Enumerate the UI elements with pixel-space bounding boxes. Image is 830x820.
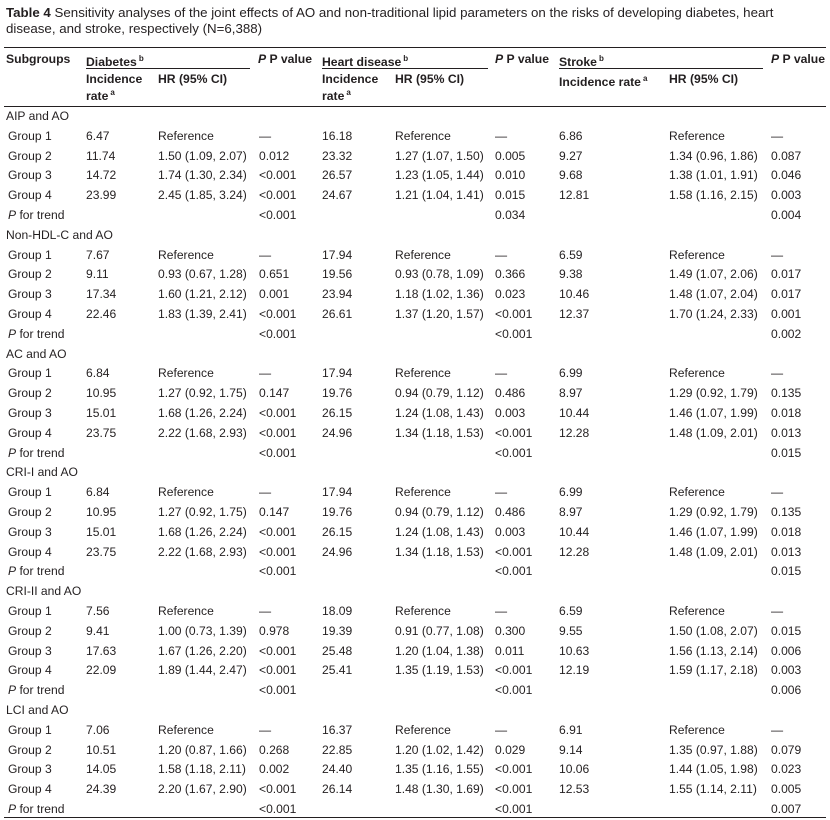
stroke-incidence-cell: 12.37 [559, 307, 590, 321]
diabetes-pvalue-cell: <0.001 [259, 683, 297, 698]
subgroup-cell: Group 1 [8, 128, 52, 143]
stroke-hr-cell: Reference [669, 722, 725, 737]
diabetes-hr-cell: Reference [158, 604, 214, 618]
diabetes-pvalue-cell: <0.001 [259, 782, 297, 797]
heart-incidence-cell: 17.94 [322, 247, 353, 262]
subgroup-cell: P for trend [8, 564, 65, 579]
stroke-pvalue-cell: 0.135 [771, 505, 802, 519]
stroke-incidence-cell: 6.99 [559, 366, 583, 381]
diabetes-hr-cell: Reference [158, 128, 214, 143]
stroke-hr-cell: 1.50 (1.08, 2.07) [669, 623, 758, 638]
heart-pvalue-cell: — [495, 722, 508, 737]
stroke-hr-cell: 1.58 (1.16, 2.15) [669, 188, 758, 203]
diabetes-pvalue-cell: — [259, 366, 272, 381]
stroke-incidence-cell: 6.99 [559, 485, 583, 500]
heart-pvalue-cell: <0.001 [495, 564, 533, 579]
heart-hr-cell: Reference [395, 604, 451, 618]
subgroup-cell: P for trend [8, 445, 65, 460]
stroke-pvalue-cell: 0.015 [771, 445, 802, 460]
bottom-rule [4, 817, 826, 818]
heart-hr-cell: 1.18 (1.02, 1.36) [395, 287, 484, 302]
diabetes-hr-cell: 1.83 (1.39, 2.41) [158, 307, 247, 321]
diabetes-pvalue-cell: — [259, 722, 272, 737]
heart-pvalue-cell: — [495, 604, 508, 618]
heart-hr-cell: Reference [395, 128, 451, 143]
stroke-incidence-cell: 12.28 [559, 425, 590, 440]
diabetes-pvalue-cell: <0.001 [259, 168, 297, 183]
diabetes-pvalue-cell: 0.268 [259, 742, 290, 757]
diabetes-incidence-cell: 7.06 [86, 722, 110, 737]
stroke-hr-cell: 1.48 (1.09, 2.01) [669, 544, 758, 559]
stroke-incidence-cell: 10.06 [559, 762, 590, 777]
subgroup-cell: Group 4 [8, 544, 52, 559]
header-diabetes-pvalue: P P value [258, 52, 312, 66]
heart-pvalue-cell: <0.001 [495, 802, 533, 816]
section-title: CRI-II and AO [6, 584, 82, 599]
heart-pvalue-cell: — [495, 366, 508, 381]
header-heart-incidence: Incidence rate $^a$ [322, 72, 379, 103]
heart-hr-cell: 1.27 (1.07, 1.50) [395, 148, 484, 163]
heart-incidence-cell: 24.96 [322, 425, 353, 440]
stroke-incidence-cell: 10.46 [559, 287, 590, 302]
stroke-hr-cell: 1.48 (1.09, 2.01) [669, 425, 758, 440]
header-diabetes-incidence: Incidence rate $^a$ [86, 72, 143, 103]
stroke-hr-cell: 1.55 (1.14, 2.11) [669, 782, 757, 797]
diabetes-incidence-cell: 14.05 [86, 762, 117, 777]
subgroup-cell: Group 2 [8, 148, 52, 163]
diabetes-pvalue-cell: 0.978 [259, 623, 290, 638]
stroke-pvalue-cell: 0.087 [771, 148, 802, 163]
subgroup-cell: Group 4 [8, 425, 52, 440]
heart-hr-cell: 1.48 (1.30, 1.69) [395, 782, 484, 797]
stroke-hr-cell: Reference [669, 604, 725, 618]
heart-hr-cell: Reference [395, 366, 451, 381]
diabetes-pvalue-cell: <0.001 [259, 208, 297, 222]
stroke-hr-cell: 1.49 (1.07, 2.06) [669, 267, 758, 282]
subgroup-cell: Group 3 [8, 643, 52, 658]
diabetes-hr-cell: Reference [158, 485, 214, 500]
stroke-hr-cell: 1.44 (1.05, 1.98) [669, 762, 758, 777]
subgroup-cell: P for trend [8, 208, 65, 222]
heart-incidence-cell: 17.94 [322, 485, 353, 500]
subgroup-cell: P for trend [8, 683, 65, 698]
stroke-incidence-cell: 9.38 [559, 267, 583, 282]
diabetes-incidence-cell: 17.63 [86, 643, 117, 658]
subgroup-cell: Group 4 [8, 663, 52, 678]
heart-incidence-cell: 16.37 [322, 722, 353, 737]
heart-span-rule [322, 68, 488, 69]
section-title: LCI and AO [6, 703, 69, 717]
diabetes-incidence-cell: 15.01 [86, 524, 117, 539]
stroke-pvalue-cell: 0.046 [771, 168, 802, 183]
heart-pvalue-cell: <0.001 [495, 782, 533, 797]
diabetes-pvalue-cell: 0.012 [259, 148, 290, 163]
stroke-hr-cell: Reference [669, 128, 725, 143]
subgroup-cell: P for trend [8, 802, 65, 816]
subgroup-cell: Group 1 [8, 485, 52, 500]
header-stroke-incidence: Incidence rate $^a$ [559, 74, 648, 89]
subgroup-cell: Group 4 [8, 307, 52, 321]
stroke-hr-cell: 1.38 (1.01, 1.91) [669, 168, 758, 183]
stroke-pvalue-cell: — [771, 604, 784, 618]
diabetes-hr-cell: 1.27 (0.92, 1.75) [158, 386, 247, 401]
diabetes-pvalue-cell: 0.147 [259, 386, 290, 401]
heart-pvalue-cell: 0.366 [495, 267, 526, 282]
heart-incidence-cell: 25.41 [322, 663, 353, 678]
subgroup-cell: P for trend [8, 326, 65, 341]
stroke-pvalue-cell: — [771, 366, 784, 381]
diabetes-incidence-cell: 6.47 [86, 128, 110, 143]
diabetes-pvalue-cell: <0.001 [259, 188, 297, 203]
heart-pvalue-cell: 0.015 [495, 188, 526, 203]
heart-incidence-cell: 19.56 [322, 267, 353, 282]
subgroup-cell: Group 3 [8, 762, 52, 777]
stroke-hr-cell: 1.29 (0.92, 1.79) [669, 505, 758, 519]
subgroup-cell: Group 4 [8, 782, 52, 797]
diabetes-pvalue-cell: 0.001 [259, 287, 290, 302]
subgroup-cell: Group 1 [8, 247, 52, 262]
diabetes-hr-cell: Reference [158, 247, 214, 262]
heart-incidence-cell: 22.85 [322, 742, 353, 757]
stroke-incidence-cell: 8.97 [559, 386, 583, 401]
header-diabetes-hr: HR (95% CI) [158, 72, 228, 86]
heart-pvalue-cell: 0.034 [495, 208, 526, 222]
stroke-pvalue-cell: 0.017 [771, 267, 802, 282]
stroke-pvalue-cell: — [771, 128, 784, 143]
heart-pvalue-cell: <0.001 [495, 663, 533, 678]
diabetes-pvalue-cell: 0.002 [259, 762, 290, 777]
stroke-hr-cell: Reference [669, 366, 725, 381]
stroke-pvalue-cell: 0.001 [771, 307, 802, 321]
heart-incidence-cell: 26.15 [322, 524, 353, 539]
diabetes-incidence-cell: 7.67 [86, 247, 110, 262]
subgroup-cell: Group 3 [8, 168, 52, 183]
diabetes-pvalue-cell: — [259, 604, 272, 618]
stroke-pvalue-cell: 0.013 [771, 425, 802, 440]
stroke-incidence-cell: 9.55 [559, 623, 583, 638]
section-title: AC and AO [6, 346, 67, 361]
heart-incidence-cell: 24.40 [322, 762, 353, 777]
diabetes-incidence-cell: 22.09 [86, 663, 117, 678]
stroke-pvalue-cell: 0.018 [771, 406, 802, 420]
header-heart-pvalue: P P value [495, 52, 549, 66]
stroke-hr-cell: Reference [669, 247, 725, 262]
diabetes-pvalue-cell: — [259, 247, 272, 262]
heart-hr-cell: Reference [395, 722, 451, 737]
stroke-hr-cell: 1.48 (1.07, 2.04) [669, 287, 758, 302]
diabetes-pvalue-cell: <0.001 [259, 802, 297, 816]
diabetes-incidence-cell: 10.51 [86, 742, 117, 757]
heart-pvalue-cell: <0.001 [495, 425, 533, 440]
stroke-pvalue-cell: 0.015 [771, 564, 802, 579]
diabetes-incidence-cell: 9.41 [86, 623, 110, 638]
stroke-hr-cell: 1.29 (0.92, 1.79) [669, 386, 758, 401]
top-rule [4, 47, 826, 48]
stroke-pvalue-cell: 0.135 [771, 386, 802, 401]
diabetes-incidence-cell: 15.01 [86, 406, 117, 420]
diabetes-pvalue-cell: <0.001 [259, 663, 297, 678]
heart-pvalue-cell: 0.023 [495, 287, 526, 302]
diabetes-hr-cell: 1.68 (1.26, 2.24) [158, 524, 247, 539]
heart-pvalue-cell: — [495, 247, 508, 262]
heart-pvalue-cell: <0.001 [495, 326, 533, 341]
heart-incidence-cell: 25.48 [322, 643, 353, 658]
diabetes-pvalue-cell: <0.001 [259, 406, 297, 420]
stroke-incidence-cell: 10.44 [559, 524, 590, 539]
diabetes-hr-cell: 2.22 (1.68, 2.93) [158, 425, 247, 440]
subgroup-cell: Group 1 [8, 722, 52, 737]
diabetes-pvalue-cell: <0.001 [259, 643, 297, 658]
diabetes-hr-cell: 1.27 (0.92, 1.75) [158, 505, 247, 519]
stroke-hr-cell: 1.34 (0.96, 1.86) [669, 148, 758, 163]
diabetes-hr-cell: 1.60 (1.21, 2.12) [158, 287, 247, 302]
heart-incidence-cell: 19.76 [322, 505, 353, 519]
heart-incidence-cell: 24.67 [322, 188, 353, 203]
heart-pvalue-cell: <0.001 [495, 307, 533, 321]
heart-hr-cell: 0.93 (0.78, 1.09) [395, 267, 484, 282]
diabetes-incidence-cell: 22.46 [86, 307, 117, 321]
heart-incidence-cell: 26.57 [322, 168, 353, 183]
header-heart-hr: HR (95% CI) [395, 72, 465, 86]
subgroup-cell: Group 2 [8, 623, 52, 638]
header-subgroups: Subgroups [6, 52, 71, 66]
heart-incidence-cell: 23.94 [322, 287, 353, 302]
heart-hr-cell: 1.23 (1.05, 1.44) [395, 168, 484, 183]
diabetes-hr-cell: 1.20 (0.87, 1.66) [158, 742, 247, 757]
stroke-incidence-cell: 12.53 [559, 782, 590, 797]
stroke-pvalue-cell: 0.007 [771, 802, 802, 816]
heart-hr-cell: 1.35 (1.19, 1.53) [395, 663, 484, 678]
heart-pvalue-cell: — [495, 128, 508, 143]
stroke-pvalue-cell: — [771, 247, 784, 262]
stroke-incidence-cell: 9.14 [559, 742, 583, 757]
diabetes-pvalue-cell: <0.001 [259, 524, 297, 539]
heart-pvalue-cell: 0.029 [495, 742, 526, 757]
diabetes-pvalue-cell: <0.001 [259, 425, 297, 440]
stroke-pvalue-cell: 0.004 [771, 208, 802, 222]
heart-hr-cell: 1.35 (1.16, 1.55) [395, 762, 484, 777]
diabetes-pvalue-cell: <0.001 [259, 326, 297, 341]
heart-incidence-cell: 16.18 [322, 128, 353, 143]
heart-hr-cell: 1.20 (1.04, 1.38) [395, 643, 484, 658]
heart-pvalue-cell: 0.486 [495, 505, 526, 519]
header-diabetes: Diabetes $^b$ [86, 54, 144, 69]
subgroup-cell: Group 3 [8, 287, 52, 302]
diabetes-incidence-cell: 6.84 [86, 366, 110, 381]
section-title: Non-HDL-C and AO [6, 227, 113, 242]
diabetes-incidence-cell: 7.56 [86, 604, 110, 618]
diabetes-incidence-cell: 6.84 [86, 485, 110, 500]
heart-incidence-cell: 19.76 [322, 386, 353, 401]
heart-incidence-cell: 26.61 [322, 307, 353, 321]
heart-pvalue-cell: 0.003 [495, 406, 526, 420]
heart-incidence-cell: 26.15 [322, 406, 353, 420]
header-stroke-hr: HR (95% CI) [669, 72, 739, 86]
heart-incidence-cell: 17.94 [322, 366, 353, 381]
table-title: Sensitivity analyses of the joint effects of AO and non-traditional lipid parameters on the risks of developing diabetes, heart disease, and stroke, respectively (N=6,388) [6, 5, 774, 36]
stroke-hr-cell: 1.46 (1.07, 1.99) [669, 406, 758, 420]
heart-incidence-cell: 26.14 [322, 782, 353, 797]
stroke-span-rule [559, 68, 763, 69]
section-title: CRI-I and AO [6, 465, 78, 480]
section-title: AIP and AO [6, 109, 69, 123]
diabetes-hr-cell: 0.93 (0.67, 1.28) [158, 267, 247, 282]
pvalue-label: P value [269, 52, 312, 66]
heart-pvalue-cell: — [495, 485, 508, 500]
diabetes-pvalue-cell: 0.651 [259, 267, 290, 282]
diabetes-hr-cell: 1.74 (1.30, 2.34) [158, 168, 247, 183]
stroke-pvalue-cell: 0.003 [771, 663, 802, 678]
subgroup-cell: Group 3 [8, 406, 52, 420]
diabetes-hr-cell: 1.00 (0.73, 1.39) [158, 623, 247, 638]
diabetes-incidence-cell: 10.95 [86, 505, 117, 519]
heart-incidence-cell: 18.09 [322, 604, 353, 618]
stroke-incidence-cell: 6.91 [559, 722, 583, 737]
stroke-incidence-cell: 10.44 [559, 406, 590, 420]
diabetes-pvalue-cell: 0.147 [259, 505, 290, 519]
diabetes-hr-cell: 1.58 (1.18, 2.11) [158, 762, 246, 777]
stroke-pvalue-cell: 0.003 [771, 188, 802, 203]
heart-pvalue-cell: 0.005 [495, 148, 526, 163]
stroke-incidence-cell: 6.59 [559, 247, 583, 262]
stroke-pvalue-cell: 0.015 [771, 623, 802, 638]
stroke-hr-cell: 1.56 (1.13, 2.14) [669, 643, 758, 658]
header-rule [4, 106, 826, 107]
subgroup-cell: Group 4 [8, 188, 52, 203]
diabetes-hr-cell: 1.89 (1.44, 2.47) [158, 663, 247, 678]
pvalue-label: P value [782, 52, 825, 66]
diabetes-incidence-cell: 10.95 [86, 386, 117, 401]
stroke-incidence-cell: 9.27 [559, 148, 583, 163]
diabetes-hr-cell: 1.67 (1.26, 2.20) [158, 643, 247, 658]
stroke-incidence-cell: 6.59 [559, 604, 583, 618]
heart-incidence-cell: 23.32 [322, 148, 353, 163]
heart-hr-cell: 1.34 (1.18, 1.53) [395, 544, 484, 559]
heart-pvalue-cell: 0.011 [495, 643, 525, 658]
heart-hr-cell: 0.94 (0.79, 1.12) [395, 505, 484, 519]
stroke-pvalue-cell: 0.006 [771, 683, 802, 698]
stroke-pvalue-cell: 0.013 [771, 544, 802, 559]
header-heart-disease: Heart disease $^b$ [322, 54, 409, 69]
heart-hr-cell: Reference [395, 247, 451, 262]
diabetes-incidence-cell: 9.11 [86, 267, 109, 282]
stroke-pvalue-cell: 0.018 [771, 524, 802, 539]
stroke-incidence-cell: 12.28 [559, 544, 590, 559]
heart-pvalue-cell: <0.001 [495, 683, 533, 698]
heart-pvalue-cell: 0.010 [495, 168, 526, 183]
stroke-incidence-cell: 8.97 [559, 505, 583, 519]
subgroup-cell: Group 2 [8, 505, 52, 519]
header-stroke-pvalue: P P value [771, 52, 825, 66]
stroke-pvalue-cell: 0.017 [771, 287, 802, 302]
diabetes-hr-cell: Reference [158, 366, 214, 381]
diabetes-pvalue-cell: — [259, 128, 272, 143]
stroke-pvalue-cell: 0.023 [771, 762, 802, 777]
pvalue-label: P value [506, 52, 549, 66]
diabetes-span-rule [86, 68, 250, 69]
heart-hr-cell: 1.24 (1.08, 1.43) [395, 524, 484, 539]
stroke-pvalue-cell: 0.005 [771, 782, 802, 797]
heart-pvalue-cell: <0.001 [495, 544, 533, 559]
diabetes-pvalue-cell: <0.001 [259, 564, 297, 579]
heart-incidence-cell: 24.96 [322, 544, 353, 559]
stroke-incidence-cell: 12.81 [559, 188, 590, 203]
diabetes-hr-cell: Reference [158, 722, 214, 737]
heart-hr-cell: 1.34 (1.18, 1.53) [395, 425, 484, 440]
heart-incidence-cell: 19.39 [322, 623, 353, 638]
stroke-hr-cell: 1.46 (1.07, 1.99) [669, 524, 758, 539]
heart-hr-cell: 1.37 (1.20, 1.57) [395, 307, 484, 321]
diabetes-hr-cell: 2.20 (1.67, 2.90) [158, 782, 247, 797]
diabetes-hr-cell: 1.50 (1.09, 2.07) [158, 148, 247, 163]
heart-pvalue-cell: <0.001 [495, 445, 533, 460]
stroke-pvalue-cell: — [771, 722, 784, 737]
diabetes-pvalue-cell: <0.001 [259, 445, 297, 460]
diabetes-incidence-cell: 24.39 [86, 782, 117, 797]
subgroup-cell: Group 1 [8, 366, 52, 381]
diabetes-hr-cell: 2.45 (1.85, 3.24) [158, 188, 247, 203]
heart-hr-cell: 0.94 (0.79, 1.12) [395, 386, 484, 401]
diabetes-incidence-cell: 23.99 [86, 188, 117, 203]
stroke-hr-cell: 1.70 (1.24, 2.33) [669, 307, 758, 321]
diabetes-pvalue-cell: <0.001 [259, 544, 297, 559]
heart-pvalue-cell: 0.486 [495, 386, 526, 401]
stroke-hr-cell: 1.59 (1.17, 2.18) [669, 663, 758, 678]
stroke-incidence-cell: 6.86 [559, 128, 583, 143]
header-stroke: Stroke $^b$ [559, 54, 604, 69]
heart-hr-cell: 1.20 (1.02, 1.42) [395, 742, 484, 757]
diabetes-hr-cell: 2.22 (1.68, 2.93) [158, 544, 247, 559]
stroke-incidence-cell: 9.68 [559, 168, 583, 183]
heart-pvalue-cell: 0.300 [495, 623, 526, 638]
subgroup-cell: Group 1 [8, 604, 52, 618]
heart-hr-cell: 1.24 (1.08, 1.43) [395, 406, 484, 420]
heart-pvalue-cell: <0.001 [495, 762, 533, 777]
diabetes-incidence-cell: 23.75 [86, 544, 117, 559]
stroke-pvalue-cell: 0.079 [771, 742, 802, 757]
subgroup-cell: Group 3 [8, 524, 52, 539]
stroke-pvalue-cell: — [771, 485, 784, 500]
heart-hr-cell: 0.91 (0.77, 1.08) [395, 623, 484, 638]
stroke-pvalue-cell: 0.002 [771, 326, 802, 341]
diabetes-incidence-cell: 14.72 [86, 168, 117, 183]
diabetes-incidence-cell: 23.75 [86, 425, 117, 440]
stroke-hr-cell: 1.35 (0.97, 1.88) [669, 742, 758, 757]
stroke-incidence-cell: 12.19 [559, 663, 590, 678]
heart-hr-cell: Reference [395, 485, 451, 500]
table-label: Table 4 [6, 5, 51, 20]
diabetes-incidence-cell: 17.34 [86, 287, 117, 302]
diabetes-incidence-cell: 11.74 [86, 148, 116, 163]
stroke-pvalue-cell: 0.006 [771, 643, 802, 658]
diabetes-pvalue-cell: — [259, 485, 272, 500]
heart-pvalue-cell: 0.003 [495, 524, 526, 539]
subgroup-cell: Group 2 [8, 386, 52, 401]
diabetes-hr-cell: 1.68 (1.26, 2.24) [158, 406, 247, 420]
table-caption [6, 5, 824, 37]
stroke-incidence-cell: 10.63 [559, 643, 590, 658]
diabetes-pvalue-cell: <0.001 [259, 307, 297, 321]
heart-hr-cell: 1.21 (1.04, 1.41) [395, 188, 484, 203]
stroke-hr-cell: Reference [669, 485, 725, 500]
subgroup-cell: Group 2 [8, 267, 52, 282]
subgroup-cell: Group 2 [8, 742, 52, 757]
